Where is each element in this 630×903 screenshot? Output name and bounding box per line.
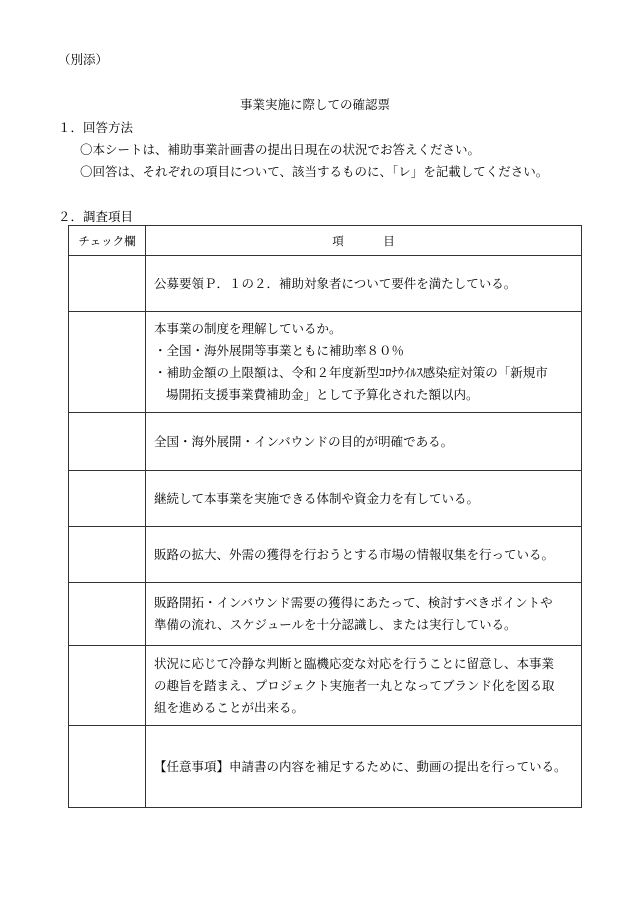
item-cell — [146, 646, 582, 726]
attachment-label: （別添） — [58, 52, 109, 67]
table-row — [69, 583, 582, 646]
item-text: 組を進めることが出来る。 — [154, 699, 305, 715]
document-title: 事業実施に際しての確認票 — [239, 97, 390, 112]
checklist-table — [68, 225, 582, 808]
item-text: 販路の拡大、外需の獲得を行おうとする市場の情報収集を行っている。 — [154, 546, 555, 562]
item-text: 準備の流れ、スケジュールを十分認識し、または実行している。 — [154, 617, 517, 632]
check-cell[interactable] — [69, 312, 146, 413]
check-cell[interactable] — [69, 256, 146, 312]
item-cell — [146, 312, 582, 413]
check-cell[interactable] — [69, 527, 146, 583]
check-cell[interactable] — [69, 726, 146, 808]
item-cell — [146, 527, 582, 583]
item-cell — [146, 413, 582, 471]
column-header-item: 項 目 — [146, 226, 582, 256]
table-row — [69, 527, 582, 583]
item-text: 全国・海外展開・インバウンドの目的が明確である。 — [154, 433, 454, 449]
item-cell — [146, 583, 582, 646]
check-cell[interactable] — [69, 471, 146, 527]
section-heading-survey-items: ２．調査項目 — [58, 209, 134, 224]
instruction-line: 〇回答は、それぞれの項目について、該当するものに、「レ」を記載してください。 — [80, 164, 549, 179]
item-bullet-continued: 場開拓支援事業費補助金」として予算化された額以内。 — [166, 387, 479, 402]
item-text: 【任意事項】申請書の内容を補足するために、動画の提出を行っている。 — [154, 758, 567, 774]
check-cell[interactable] — [69, 413, 146, 471]
table-row — [69, 726, 582, 808]
item-text: の趣旨を踏まえ、プロジェクト実施者一丸となってブランド化を図る取 — [154, 677, 555, 693]
item-text: 継続して本事業を実施できる体制や資金力を有している。 — [154, 490, 480, 506]
item-bullet: ・全国・海外展開等事業ともに補助率８０％ — [154, 343, 405, 358]
item-text: 販路開拓・インバウンド需要の獲得にあたって、検討すべきポイントや — [154, 595, 553, 610]
item-cell — [146, 726, 582, 808]
table-row — [69, 312, 582, 413]
check-cell[interactable] — [69, 646, 146, 726]
column-header-check: チェック欄 — [69, 226, 146, 256]
check-cell[interactable] — [69, 583, 146, 646]
item-text: 公募要領Ｐ．１の２．補助対象者について要件を満たしている。 — [154, 275, 517, 291]
item-text: 本事業の制度を理解しているか。 — [154, 321, 342, 336]
item-text: 状況に応じて冷静な判断と臨機応変な対応を行うことに留意し、本事業 — [154, 655, 555, 671]
item-bullet: ・補助金額の上限額は、令和２年度新型ｺﾛﾅｳｲﾙｽ感染症対策の「新規市 — [154, 365, 548, 380]
table-row — [69, 646, 582, 726]
table-row — [69, 413, 582, 471]
table-row — [69, 256, 582, 312]
item-cell — [146, 471, 582, 527]
table-row — [69, 471, 582, 527]
section-heading-answer-method: １．回答方法 — [58, 120, 134, 135]
item-cell — [146, 256, 582, 312]
instruction-line: 〇本シートは、補助事業計画書の提出日現在の状況でお答えください。 — [80, 142, 481, 157]
